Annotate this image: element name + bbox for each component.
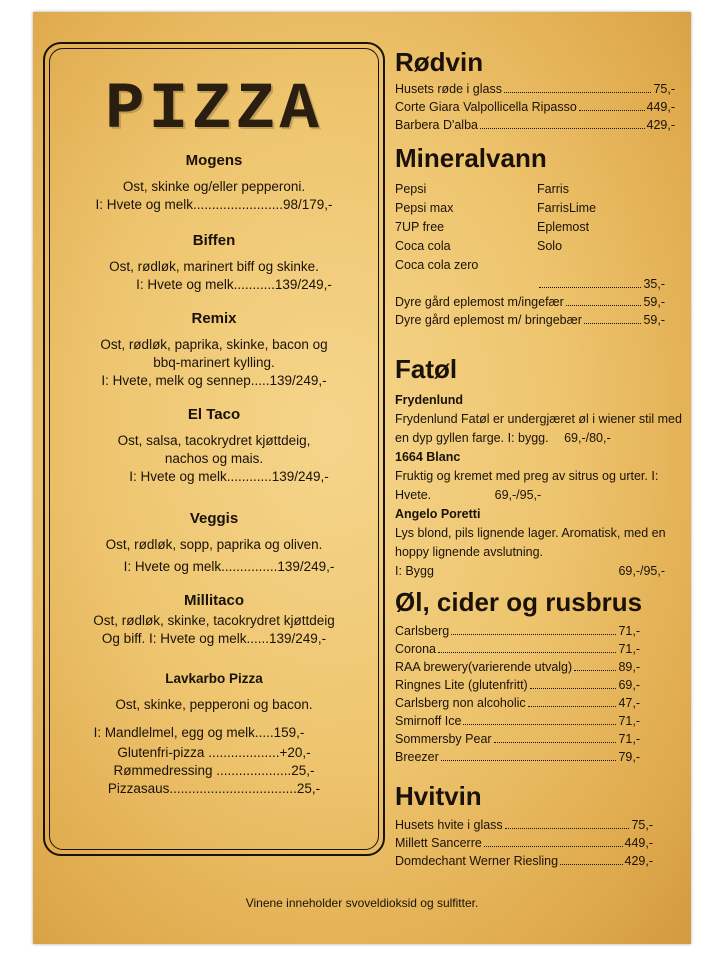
pizza-item-veggis — [45, 510, 383, 576]
item-label: Corona — [395, 642, 436, 656]
list-item: Pepsi max — [395, 201, 454, 215]
extra-row: Rømmedressing ....................25,- — [113, 763, 315, 778]
pizza-price: 159,- — [273, 725, 305, 740]
pizza-allergen: I: Hvete og melk — [95, 197, 193, 212]
list-item — [395, 311, 665, 329]
pizza-item-lavkarbo — [45, 670, 383, 742]
item-label: Smirnoff Ice — [395, 714, 462, 728]
mineralvann-col1 — [395, 180, 537, 275]
item-label: Husets røde i glass — [395, 82, 502, 96]
pizza-price: 139/249,- — [269, 373, 327, 388]
section-title-rodvin: Rødvin — [395, 47, 484, 77]
rodvin-list — [395, 80, 675, 134]
item-price: 59,- — [643, 313, 665, 327]
list-item: Coca cola — [395, 239, 451, 253]
item-price: 79,- — [618, 750, 640, 764]
list-item: Solo — [537, 239, 563, 253]
list-item — [395, 816, 653, 834]
section-title-hvitvin: Hvitvin — [395, 781, 482, 811]
item-price: 449,- — [624, 836, 653, 850]
pizza-name: Veggis — [189, 510, 239, 527]
section-title-fatol: Fatøl — [395, 354, 458, 384]
list-item — [395, 676, 640, 694]
pizza-desc: Ost, rødløk, sopp, paprika og oliven. — [105, 537, 323, 552]
pizza-name: Millitaco — [183, 592, 244, 609]
pizza-allergen: I: Hvete og melk — [136, 277, 234, 292]
list-item — [395, 748, 640, 766]
item-label: Dyre gård eplemost m/ bringebær — [395, 313, 582, 327]
item-label: Carlsberg — [395, 624, 450, 638]
mineralvann-extra — [395, 293, 665, 329]
extra-price: 25,- — [296, 781, 321, 796]
extra-price: +20,- — [279, 745, 311, 760]
list-item — [395, 98, 675, 116]
list-item — [395, 622, 640, 640]
item-label: RAA brewery(varierende utvalg) — [395, 660, 573, 674]
beer-allergen: I: Bygg — [395, 564, 434, 578]
list-item: Pepsi — [395, 182, 427, 196]
item-price: 449,- — [646, 100, 675, 114]
pizza-item-remix — [45, 310, 383, 390]
item-price: 47,- — [618, 696, 640, 710]
item-price: 89,- — [618, 660, 640, 674]
list-item — [395, 116, 675, 134]
extra-label: Glutenfri-pizza — [117, 745, 205, 760]
list-item — [395, 694, 640, 712]
pizza-allergen-price: Og biff. I: Hvete og melk......139/249,- — [101, 631, 327, 646]
item-price: 69,-/95,- — [618, 564, 665, 578]
pizza-item-mogens — [45, 152, 383, 214]
item-price: 71,- — [618, 642, 640, 656]
mineralvann-grid — [395, 180, 685, 275]
pizza-price: 139/249,- — [277, 559, 335, 574]
beer-desc-row — [395, 410, 683, 448]
pizza-allergen: I: Hvete og melk — [129, 469, 227, 484]
item-price: 59,- — [643, 295, 665, 309]
list-item: 7UP free — [395, 220, 445, 234]
footer-note: Vinene inneholder svoveldioksid og sulfitter. — [245, 896, 479, 910]
list-item — [395, 712, 640, 730]
pizza-name: Remix — [191, 310, 237, 327]
pizza-item-el-taco — [45, 406, 383, 486]
fatol-list — [395, 391, 683, 580]
pizza-item-biffen — [45, 232, 383, 294]
pizza-allergen: I: Hvete, melk og sennep — [101, 373, 251, 388]
menu-sheet — [33, 12, 691, 944]
item-label: Husets hvite i glass — [395, 818, 503, 832]
item-price: 429,- — [646, 118, 675, 132]
beer-desc: Frydenlund Fatøl er undergjæret øl i wiener stil med en dyp gyllen farge. I: bygg. — [395, 412, 682, 445]
list-item — [395, 640, 640, 658]
extra-price: 25,- — [291, 763, 315, 778]
section-title-ol: Øl, cider og rusbrus — [395, 587, 643, 617]
pizza-price: 139/249,- — [274, 277, 332, 292]
list-item — [395, 80, 675, 98]
item-price: 71,- — [618, 732, 640, 746]
pizza-frame — [43, 42, 385, 856]
ol-list — [395, 622, 640, 766]
list-item: Coca cola zero — [395, 258, 479, 272]
pizza-price: 98/179,- — [283, 197, 333, 212]
pizza-desc: Ost, rødløk, skinke, tacokrydret kjøttdeig — [93, 613, 335, 628]
pizza-allergen-price: I: Hvete, melk og sennep.....139/249,- — [101, 373, 327, 388]
pizza-allergen-price: I: Hvete og melk...........139/249,- — [136, 277, 332, 292]
item-label: Sommersby Pear — [395, 732, 492, 746]
pizza-allergen: I: Mandlelmel, egg og melk — [93, 725, 255, 740]
item-price: 429,- — [624, 854, 653, 868]
pizza-desc: Ost, skinke og/eller pepperoni. — [122, 179, 306, 194]
pizza-name: El Taco — [187, 406, 241, 423]
extra-row: Glutenfri-pizza ...................+20,- — [117, 745, 311, 760]
pizza-item-millitaco — [45, 592, 383, 648]
item-label: Millett Sancerre — [395, 836, 482, 850]
pizza-desc: Ost, rødløk, paprika, skinke, bacon og bbq-marinert kylling. — [100, 337, 328, 370]
pizza-allergen-price: I: Hvete og melk........................98/179,- — [95, 197, 333, 212]
list-item: Farris — [537, 182, 569, 196]
item-label: Corte Giara Valpollicella Ripasso — [395, 100, 577, 114]
hvitvin-list — [395, 816, 653, 870]
pizza-desc: Ost, skinke, pepperoni og bacon. — [115, 697, 313, 712]
pizza-allergen: I: Hvete og melk — [123, 559, 222, 574]
beer-name: Angelo Poretti — [395, 507, 481, 521]
pizza-name: Biffen — [192, 232, 236, 249]
extra-label: Rømmedressing — [113, 763, 213, 778]
pizza-desc: Ost, salsa, tacokrydret kjøttdeig, nachos og mais. — [117, 433, 311, 466]
item-label: Domdechant Werner Riesling — [395, 854, 559, 868]
item-price: 69,-/95,- — [494, 488, 542, 502]
list-item: FarrisLime — [537, 201, 597, 215]
list-item — [395, 293, 665, 311]
beer-name: Frydenlund — [395, 393, 464, 407]
list-item: Eplemost — [537, 220, 590, 234]
item-price: 75,- — [631, 818, 653, 832]
section-title-mineralvann: Mineralvann — [395, 143, 547, 173]
list-item — [395, 852, 653, 870]
extra-row: Pizzasaus..................................25,- — [107, 781, 321, 796]
pizza-price: 139/249,- — [269, 631, 327, 646]
item-price: 35,- — [643, 277, 665, 291]
pizza-allergen-price: I: Mandlelmel, egg og melk.....159,- — [93, 725, 305, 740]
item-price: 71,- — [618, 714, 640, 728]
item-label: Breezer — [395, 750, 439, 764]
beer-desc-row — [395, 467, 683, 505]
pizza-title: PIZZA — [104, 72, 324, 147]
item-label: Dyre gård eplemost m/ingefær — [395, 295, 564, 309]
pizza-extras — [45, 744, 383, 798]
item-label: Barbera D'alba — [395, 118, 478, 132]
pizza-allergen-price: I: Hvete og melk............139/249,- — [129, 469, 329, 484]
mineralvann-price-row — [395, 275, 665, 293]
list-item — [395, 834, 653, 852]
beer-name: 1664 Blanc — [395, 450, 461, 464]
pizza-desc: Ost, rødløk, marinert biff og skinke. — [109, 259, 319, 274]
drinks-column — [395, 46, 685, 870]
item-price: 69,- — [618, 678, 640, 692]
pizza-allergen-price: I: Hvete og melk...............139/249,- — [123, 559, 335, 574]
list-item — [395, 730, 640, 748]
pizza-list — [45, 152, 383, 742]
mineralvann-col2 — [537, 180, 667, 275]
pizza-price: 139/249,- — [271, 469, 329, 484]
pizza-allergen: Og biff. I: Hvete og melk — [101, 631, 247, 646]
extra-label: Pizzasaus — [107, 781, 170, 796]
beer-desc: Fruktig og kremet med preg av sitrus og urter. I: Hvete. — [395, 469, 659, 502]
item-label: Ringnes Lite (glutenfritt) — [395, 678, 528, 692]
beer-desc: Lys blond, pils lignende lager. Aromatisk, med en hoppy lignende avslutning. — [395, 526, 666, 559]
item-price: 69,-/80,- — [564, 431, 611, 445]
pizza-name: Lavkarbo Pizza — [165, 671, 263, 686]
item-label: Carlsberg non alcoholic — [395, 696, 526, 710]
pizza-name: Mogens — [185, 152, 243, 169]
beer-allergen-row — [395, 562, 665, 580]
list-item — [395, 658, 640, 676]
item-price: 71,- — [618, 624, 640, 638]
item-price: 75,- — [653, 82, 675, 96]
